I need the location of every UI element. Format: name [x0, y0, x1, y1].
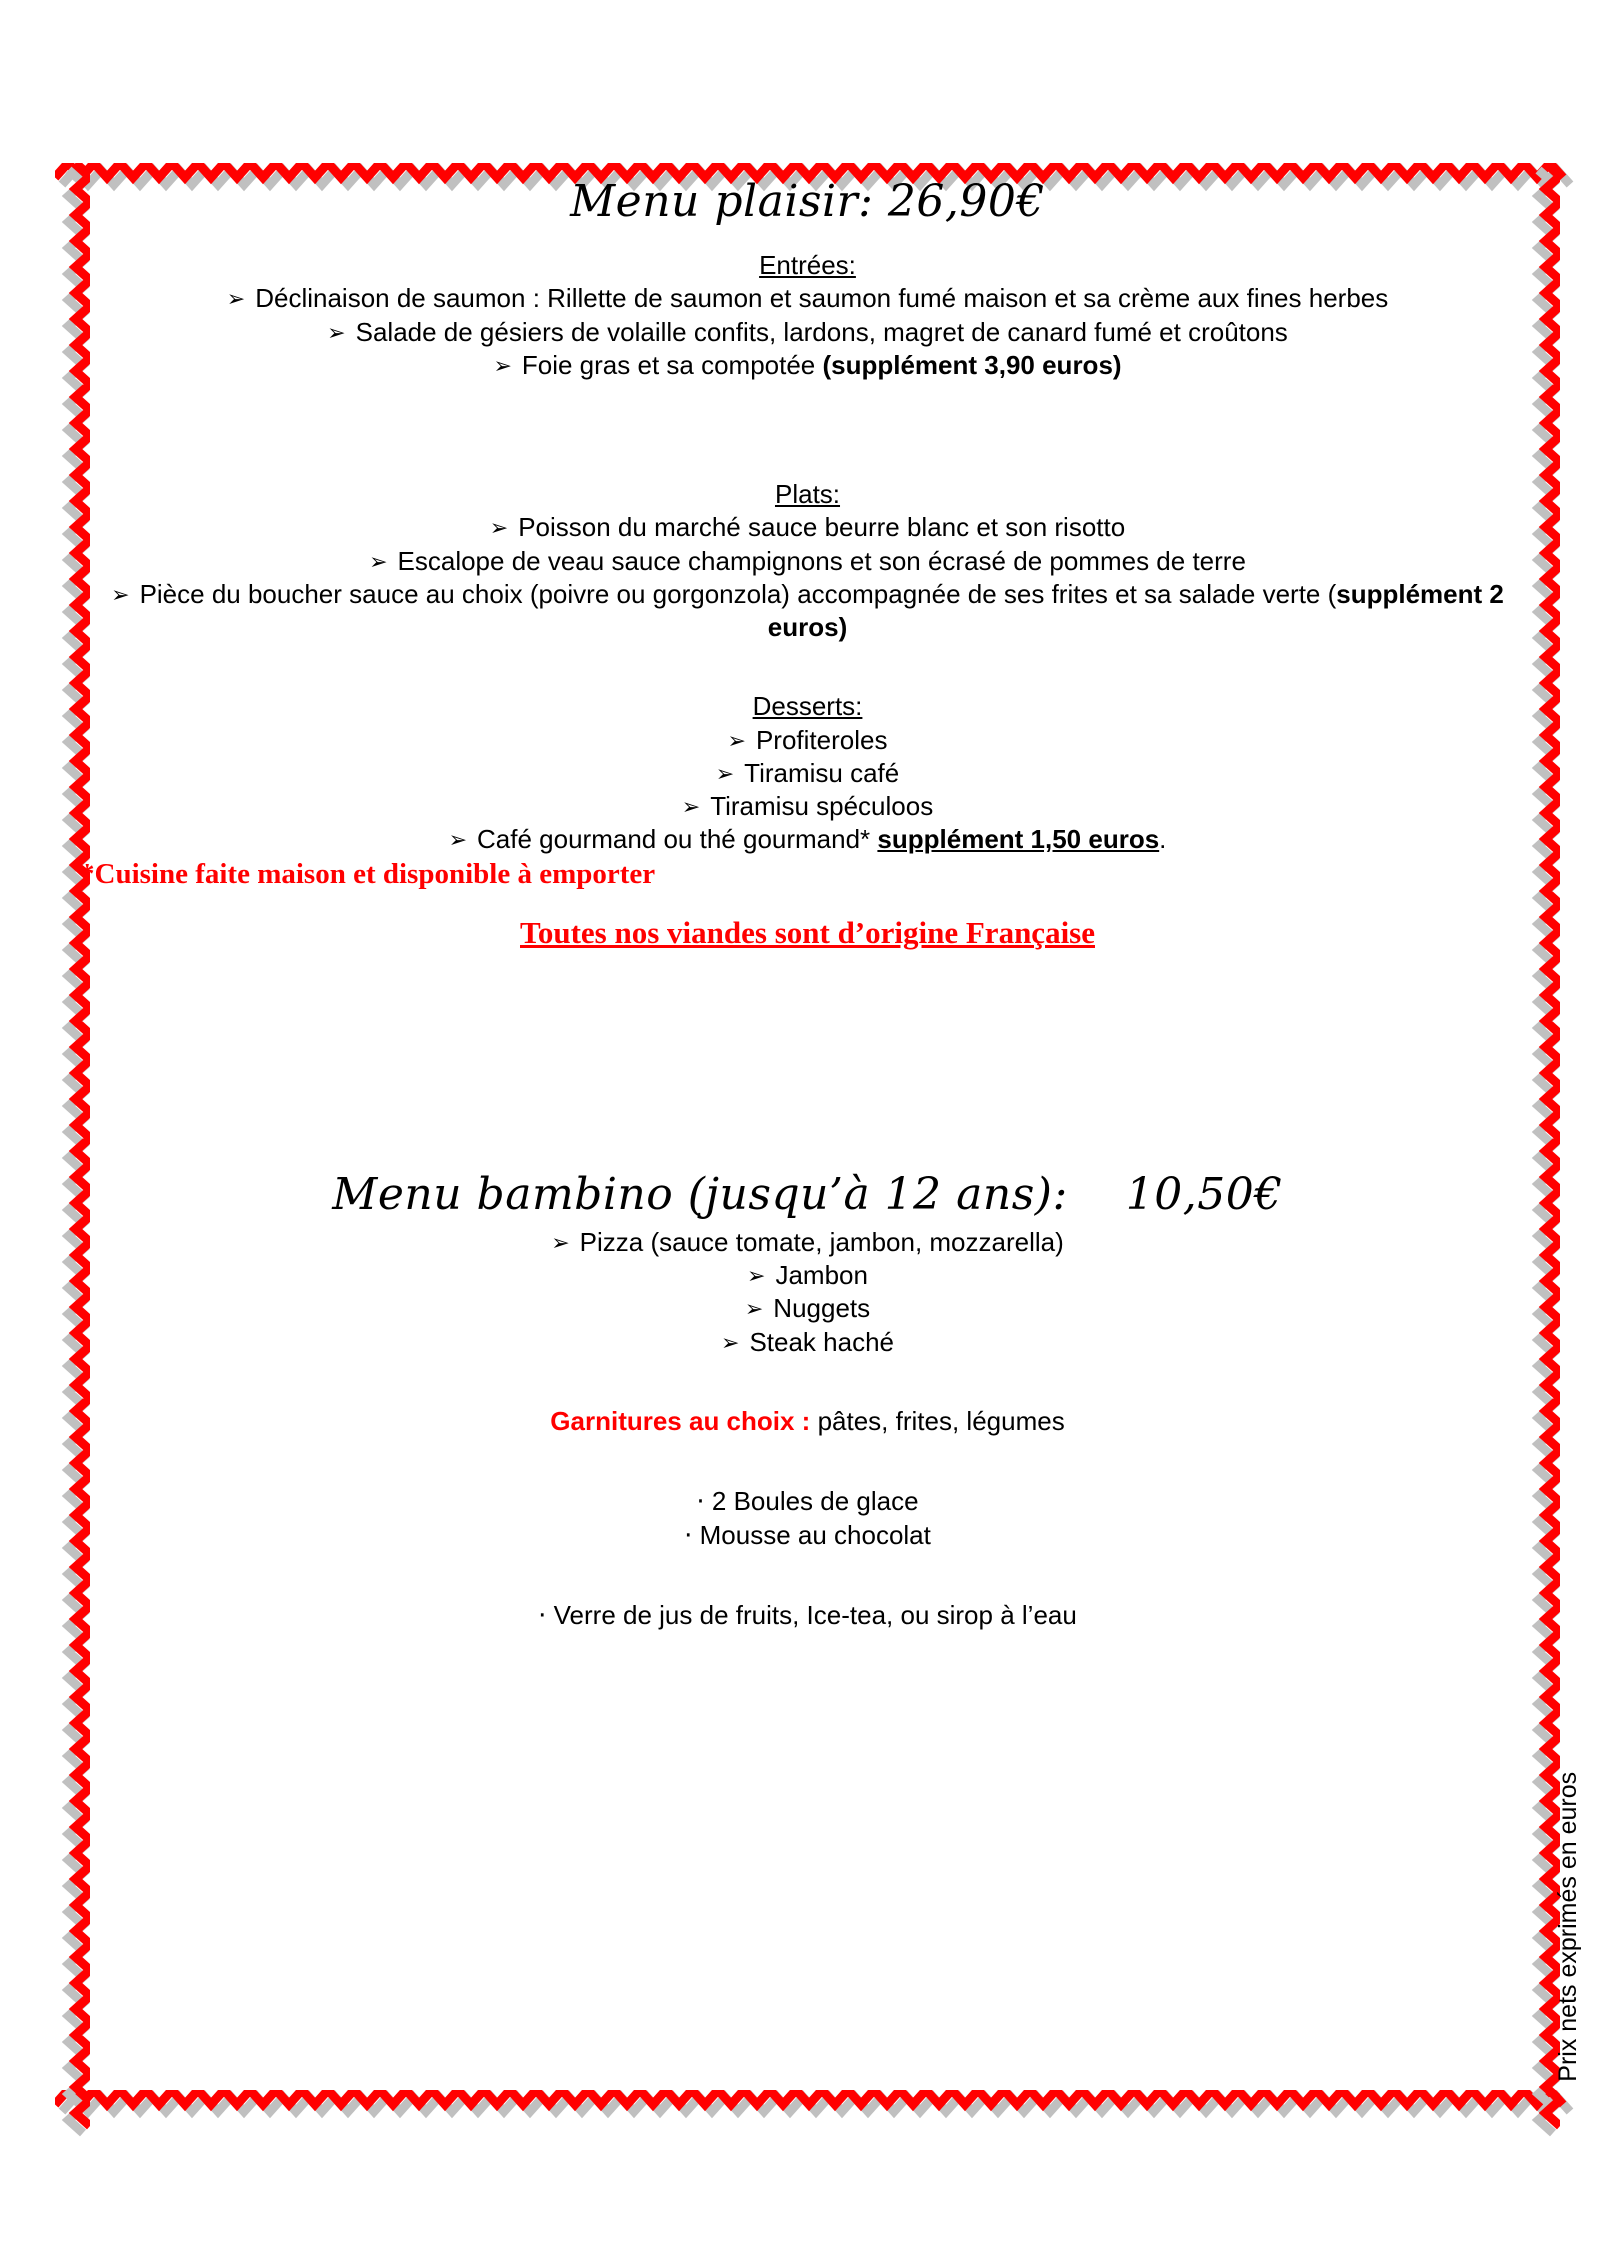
dot-bullet-icon: · — [538, 1601, 547, 1632]
arrow-bullet-icon: ➢ — [493, 353, 512, 379]
arrow-bullet-icon: ➢ — [551, 1230, 570, 1256]
arrow-bullet-icon: ➢ — [111, 582, 130, 608]
spacer — [80, 227, 1535, 249]
menu-item — [80, 545, 1535, 578]
menu-item — [80, 823, 1535, 856]
menu-item-text: Pizza (sauce tomate, jambon, mozzarella) — [579, 1226, 1064, 1257]
arrow-bullet-icon: ➢ — [489, 516, 509, 542]
menu-item — [80, 578, 1535, 645]
menu-item — [80, 1292, 1535, 1325]
menu-item-text: Salade de gésiers de volaille confits, lardons, magret de canard fumé et croûtons — [355, 316, 1288, 347]
spacer — [80, 644, 1535, 690]
menu-item-text: Jambon — [775, 1259, 868, 1290]
arrow-bullet-icon: ➢ — [747, 1263, 766, 1289]
menu-item — [80, 1326, 1535, 1359]
spacer — [80, 892, 1535, 914]
spacer — [80, 1439, 1535, 1485]
bambino-dessert-item — [80, 1485, 1535, 1519]
arrow-bullet-icon: ➢ — [448, 828, 468, 854]
menu-item-period: . — [1159, 824, 1167, 855]
menu-item-supplement: (supplément 3,90 euros) — [822, 349, 1122, 380]
dot-bullet-icon: · — [684, 1520, 693, 1551]
section-heading-desserts — [80, 690, 1535, 723]
section-heading-plats — [80, 478, 1535, 511]
menu-item-supplement: supplément 1,50 euros — [877, 824, 1160, 855]
price-note-vertical: Prix nets exprimés en euros — [1554, 1771, 1582, 2082]
menu-item — [80, 316, 1535, 349]
note-meat-origin: Toutes nos viandes sont d’origine Française — [520, 914, 1095, 950]
menu-item-text: Escalope de veau sauce champignons et son écrasé de pommes de terre — [397, 545, 1246, 576]
garnitures-label: Garnitures au choix : — [550, 1405, 811, 1436]
bambino-drink-text: Verre de jus de fruits, Ice-tea, ou sirop à l’eau — [546, 1600, 1077, 1631]
spacer — [80, 951, 1535, 1169]
menu-item — [80, 1259, 1535, 1292]
menu-item-text: Steak haché — [749, 1326, 894, 1357]
menu-item — [80, 724, 1535, 757]
arrow-bullet-icon: ➢ — [727, 728, 746, 754]
menu-item — [80, 757, 1535, 790]
menu-item — [80, 790, 1535, 823]
garnitures-value: pâtes, frites, légumes — [810, 1405, 1065, 1436]
arrow-bullet-icon: ➢ — [744, 1297, 764, 1323]
menu-item-text: Café gourmand ou thé gourmand* — [477, 824, 878, 855]
arrow-bullet-icon: ➢ — [226, 287, 246, 313]
menu-item — [80, 282, 1535, 315]
menu-item — [80, 511, 1535, 544]
spacer — [80, 1553, 1535, 1599]
menu-item-text: Déclinaison de saumon : Rillette de saumon et saumon fumé maison et sa crème aux fines herbes — [255, 283, 1389, 314]
arrow-bullet-icon: ➢ — [681, 795, 701, 821]
bambino-dessert-text: Mousse au chocolat — [692, 1519, 931, 1550]
menu-item-supplement: supplément 2 euros) — [767, 578, 1504, 643]
spacer — [80, 1359, 1535, 1405]
menu-item-text: Pièce du boucher sauce au choix (poivre ou gorgonzola) accompagnée de ses frites et sa salade verte ( — [139, 578, 1337, 609]
menu-plaisir-title: Menu plaisir: 26,90€ — [570, 176, 1045, 227]
bambino-dessert-text: 2 Boules de glace — [704, 1485, 919, 1516]
garnitures-line — [80, 1405, 1535, 1439]
menu-item-text: Nuggets — [773, 1293, 871, 1324]
menu-item-text: Foie gras et sa compotée — [521, 349, 823, 380]
arrow-bullet-icon: ➢ — [721, 1330, 740, 1356]
section-heading-entrees-label: Entrées: — [759, 250, 856, 280]
bambino-drink-item — [80, 1599, 1535, 1633]
section-heading-desserts-label: Desserts: — [752, 691, 863, 722]
bambino-dessert-item — [80, 1519, 1535, 1553]
section-heading-plats-label: Plats: — [774, 479, 841, 510]
menu-item — [80, 1226, 1535, 1259]
arrow-bullet-icon: ➢ — [327, 320, 346, 346]
arrow-bullet-icon: ➢ — [715, 761, 735, 787]
menu-item-text: Tiramisu spéculoos — [710, 791, 934, 822]
dot-bullet-icon: · — [696, 1486, 705, 1517]
menu-item-text: Poisson du marché sauce beurre blanc et son risotto — [518, 512, 1126, 543]
menu-bambino-title: Menu bambino (jusqu’à 12 ans): 10,50€ — [332, 1168, 1283, 1220]
spacer — [80, 382, 1535, 478]
menu-page-content — [80, 176, 1535, 2106]
section-heading-entrees — [80, 249, 1535, 282]
note-homemade: *Cuisine faite maison et disponible à emporter — [80, 857, 656, 890]
menu-item-text: Tiramisu café — [744, 757, 900, 788]
arrow-bullet-icon: ➢ — [369, 549, 388, 575]
menu-item-text: Profiteroles — [755, 724, 888, 755]
menu-item — [80, 349, 1535, 382]
